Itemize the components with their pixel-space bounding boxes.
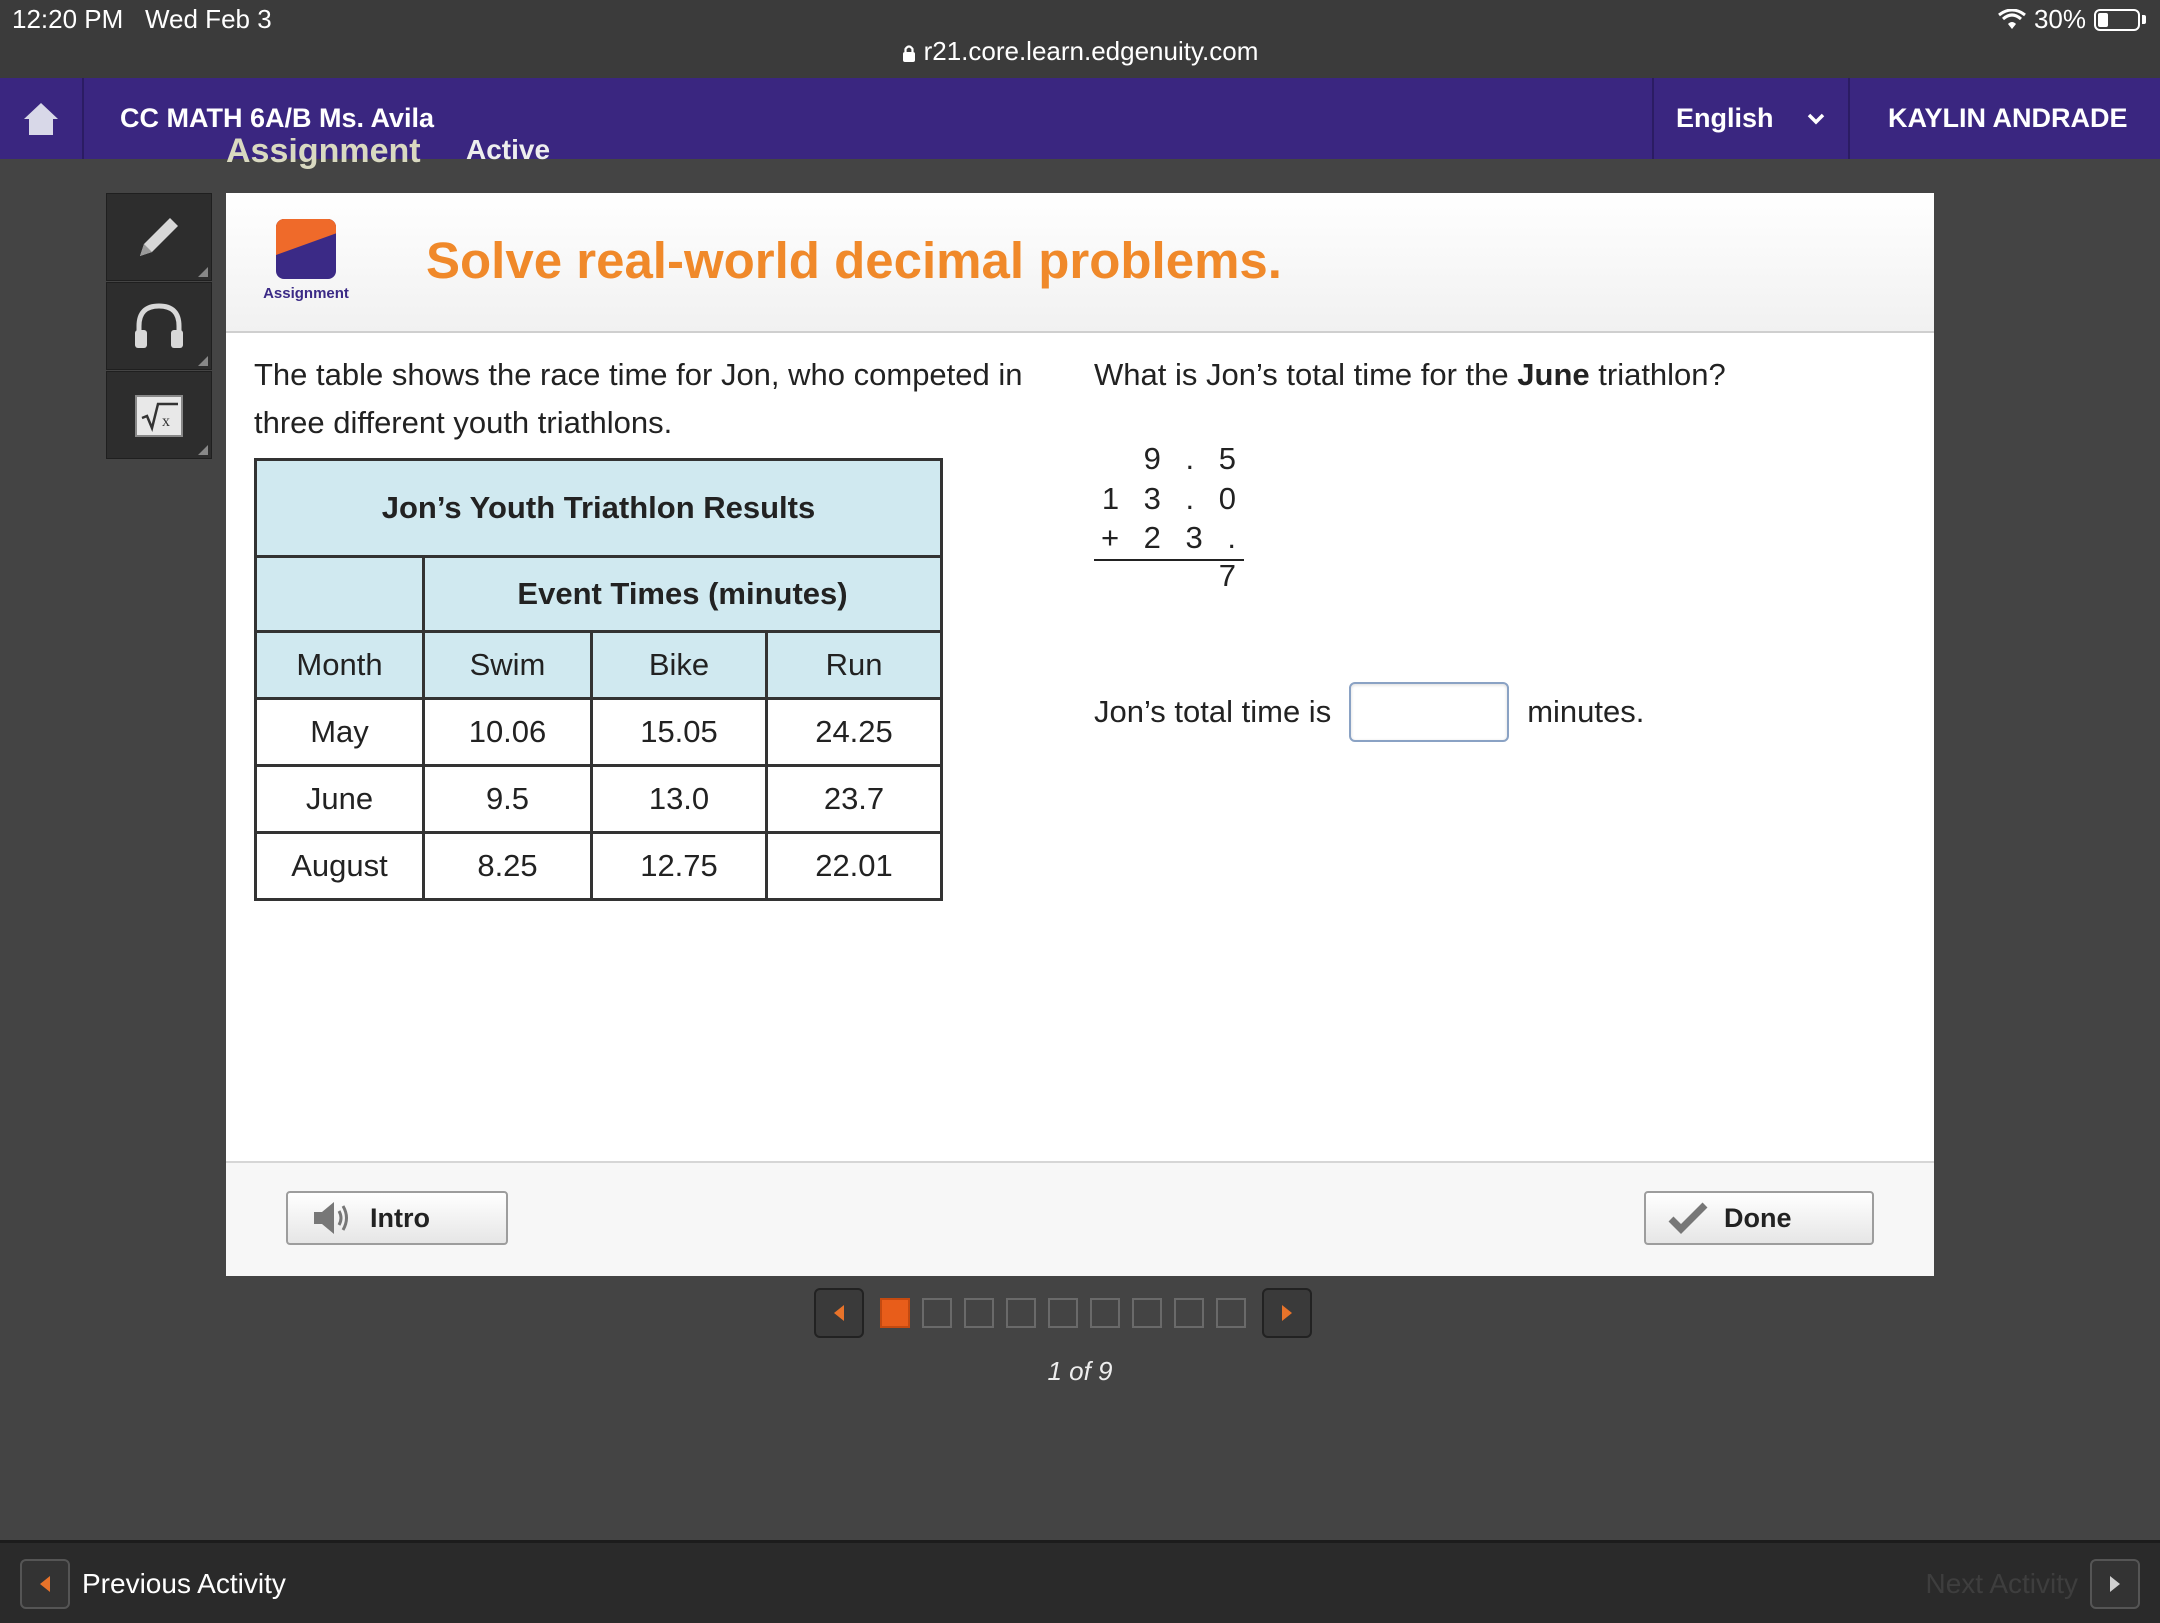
obscured-activity-status: Active <box>466 138 551 165</box>
done-label: Done <box>1724 1202 1792 1233</box>
question-text-start: What is Jon’s total time for the <box>1094 357 1518 392</box>
page-dot-7[interactable] <box>1132 1298 1162 1328</box>
square-root-icon <box>132 388 186 442</box>
table-cell: 23.7 <box>767 766 942 833</box>
column-header-swim: Swim <box>424 632 592 699</box>
table-cell: May <box>256 699 424 766</box>
formula-tool-button[interactable] <box>106 371 212 459</box>
next-activity-arrow <box>2090 1559 2140 1609</box>
column-header-run: Run <box>767 632 942 699</box>
page-dot-2[interactable] <box>922 1298 952 1328</box>
lesson-title: Solve real-world decimal problems. <box>426 232 1282 289</box>
page-dot-4[interactable] <box>1006 1298 1036 1328</box>
question-text-end: triathlon? <box>1589 357 1726 392</box>
page-dot-3[interactable] <box>964 1298 994 1328</box>
table-cell: 9.5 <box>424 766 592 833</box>
page-dot-1[interactable] <box>880 1298 910 1328</box>
language-dropdown[interactable] <box>1652 78 1850 159</box>
intro-button[interactable] <box>286 1191 508 1245</box>
headphones-icon <box>131 300 187 352</box>
arrow-left-icon <box>832 1303 846 1323</box>
answer-row <box>1094 682 1644 742</box>
lock-icon <box>902 44 916 62</box>
user-name[interactable]: KAYLIN ANDRADE <box>1888 103 2128 133</box>
obscured-activity-header <box>160 138 760 172</box>
question-text <box>1094 357 1726 393</box>
activity-footer <box>226 1161 1934 1276</box>
status-indicators <box>1998 4 2146 35</box>
course-title: CC MATH 6A/B Ms. Avila <box>120 103 435 133</box>
addition-problem <box>1094 439 1244 593</box>
status-date: Wed Feb 3 <box>144 4 272 34</box>
next-activity-button[interactable] <box>1926 1559 2140 1609</box>
activity-panel <box>226 193 1934 1274</box>
question-pager <box>814 1288 1312 1338</box>
pencil-icon <box>132 210 186 264</box>
previous-activity-button[interactable] <box>20 1559 286 1609</box>
assignment-badge: Assignment <box>263 285 349 302</box>
previous-activity-arrow <box>20 1559 70 1609</box>
page-dot-9[interactable] <box>1216 1298 1246 1328</box>
language-label: English <box>1676 103 1774 133</box>
svg-text:x: x <box>162 413 170 430</box>
arrow-right-icon <box>1280 1303 1294 1323</box>
intro-label: Intro <box>370 1202 430 1233</box>
pencil-tool-button[interactable] <box>106 193 212 281</box>
table-cell: 15.05 <box>592 699 767 766</box>
device-status-bar <box>0 0 2160 78</box>
table-caption: Jon’s Youth Triathlon Results <box>256 460 942 557</box>
arrow-right-icon <box>2108 1574 2122 1594</box>
triathlon-table <box>254 458 943 901</box>
table-cell: 12.75 <box>592 833 767 900</box>
addend-2: 1 3 . 0 <box>1101 481 1244 516</box>
answer-unit: minutes. <box>1527 694 1645 729</box>
page-dot-5[interactable] <box>1048 1298 1078 1328</box>
activity-navigation-bar <box>0 1540 2160 1623</box>
status-time: 12:20 PM <box>12 4 124 34</box>
obscured-activity-type: Assignment <box>226 138 421 170</box>
table-row <box>256 699 942 766</box>
done-button[interactable] <box>1644 1191 1874 1245</box>
arrow-left-icon <box>38 1574 52 1594</box>
next-question-button[interactable] <box>1262 1288 1312 1338</box>
table-row <box>256 833 942 900</box>
column-header-month: Month <box>256 632 424 699</box>
page-indicator <box>880 1298 1246 1328</box>
speaker-icon <box>310 1198 354 1238</box>
home-icon <box>22 101 60 137</box>
addend-1: 9 . 5 <box>1143 441 1244 476</box>
answer-prompt: Jon’s total time is <box>1094 694 1332 729</box>
assignment-logo-icon <box>276 219 336 279</box>
previous-question-button[interactable] <box>814 1288 864 1338</box>
column-header-bike: Bike <box>592 632 767 699</box>
problem-intro: The table shows the race time for Jon, who competed in three different youth triathlons. <box>254 357 1023 440</box>
table-cell: 24.25 <box>767 699 942 766</box>
url-bar[interactable] <box>0 36 2160 67</box>
total-time-input[interactable] <box>1349 682 1509 742</box>
next-activity-label: Next Activity <box>1925 1568 2078 1599</box>
table-header-blank <box>256 557 424 632</box>
battery-tip <box>2142 15 2146 24</box>
battery-icon <box>2094 9 2140 31</box>
chevron-down-icon <box>1806 112 1826 126</box>
previous-activity-label: Previous Activity <box>82 1568 286 1599</box>
table-cell: June <box>256 766 424 833</box>
page-dot-6[interactable] <box>1090 1298 1120 1328</box>
question-month: June <box>1517 357 1590 392</box>
home-button[interactable] <box>0 78 84 159</box>
table-cell: 10.06 <box>424 699 592 766</box>
checkmark-icon <box>1668 1201 1708 1235</box>
table-group-header: Event Times (minutes) <box>424 557 942 632</box>
table-cell: 22.01 <box>767 833 942 900</box>
table-cell: August <box>256 833 424 900</box>
page-count: 1 of 9 <box>1047 1356 1113 1386</box>
table-row <box>256 766 942 833</box>
table-cell: 8.25 <box>424 833 592 900</box>
battery-percent: 30% <box>2033 4 2086 34</box>
activity-header <box>226 193 1934 333</box>
wifi-icon <box>1998 9 2026 31</box>
addend-3: + 2 3 . 7 <box>1094 519 1244 561</box>
page-dot-8[interactable] <box>1174 1298 1204 1328</box>
table-cell: 13.0 <box>592 766 767 833</box>
audio-tool-button[interactable] <box>106 282 212 370</box>
url-text: r21.core.learn.edgenuity.com <box>923 36 1259 66</box>
status-time-date <box>12 4 272 35</box>
